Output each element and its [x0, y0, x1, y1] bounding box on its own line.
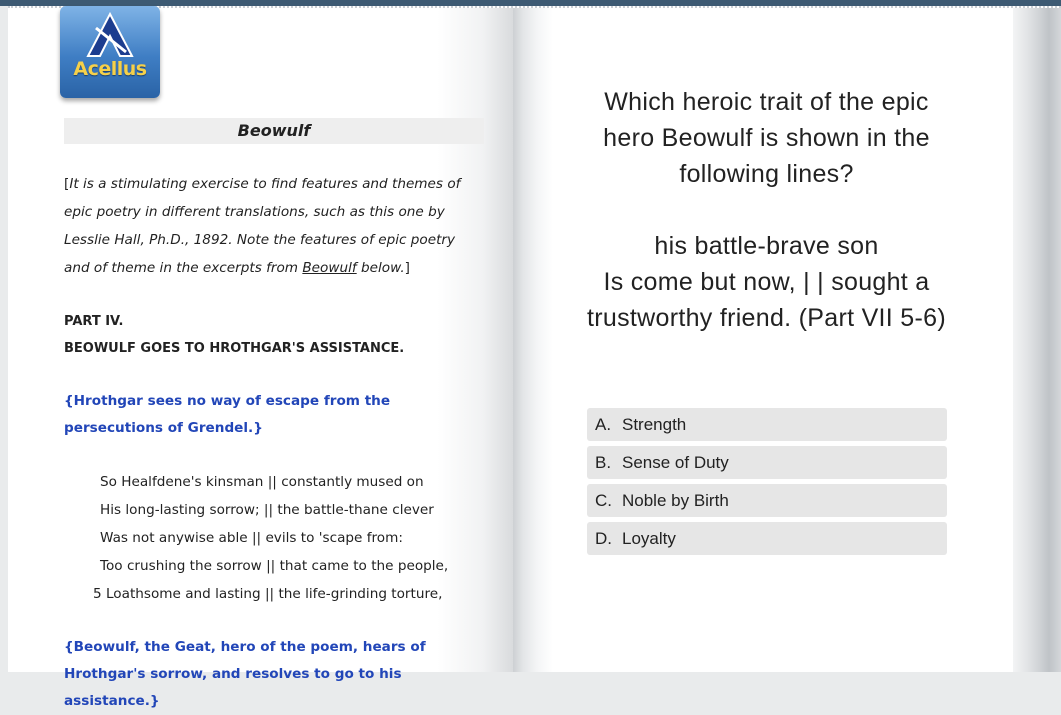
answer-options: [587, 408, 947, 560]
answer-option-b[interactable]: [587, 446, 947, 479]
passage-title: Beowulf: [64, 118, 484, 144]
part-header: [64, 308, 484, 362]
answer-label: Strength: [622, 414, 687, 434]
quote-line: Is come but now, | | sought a trustworthy friend. (Part VII 5-6): [587, 268, 946, 332]
verse-block: [64, 468, 484, 608]
intro-bracket-open: [: [64, 176, 70, 192]
question-prompt: Which heroic trait of the epic hero Beowulf is shown in the following lines?: [603, 88, 930, 188]
part-label: PART IV.: [64, 314, 124, 329]
logo-text: Acellus: [73, 58, 147, 80]
page-edge: [1013, 8, 1061, 672]
intro-text-after: below.: [356, 260, 405, 276]
summary-note: {Beowulf, the Geat, hero of the poem, hears of Hrothgar's sorrow, and resolves to go to his assistance.}: [64, 639, 426, 709]
answer-label: Noble by Birth: [622, 490, 729, 510]
book-spine: [513, 8, 553, 672]
question-panel: [580, 84, 953, 336]
answer-letter: A.: [595, 414, 612, 434]
answer-letter: D.: [595, 528, 612, 548]
answer-option-c[interactable]: [587, 484, 947, 517]
reading-passage: [64, 118, 484, 715]
answer-letter: C.: [595, 490, 612, 510]
answer-label: Sense of Duty: [622, 452, 729, 472]
intro-bracket-close: ]: [404, 260, 410, 276]
verse-line: Was not anywise able || evils to 'scape from:: [100, 530, 403, 546]
acellus-a-icon: [60, 6, 160, 66]
verse-line: Too crushing the sorrow || that came to the people,: [100, 558, 449, 574]
answer-letter: B.: [595, 452, 612, 472]
verse-line: So Healfdene's kinsman || constantly mused on: [100, 474, 424, 490]
intro-text-before: It is a stimulating exercise to find features and themes of epic poetry in different translations, such as this one by Lesslie Hall, Ph.D., 1892. Note the features of epic poetry and of theme in the excerpts from: [64, 176, 461, 276]
passage-intro: [64, 170, 484, 282]
beowulf-link[interactable]: Beowulf: [302, 260, 357, 276]
verse-line: 5 Loathsome and lasting || the life-grinding torture,: [93, 586, 443, 602]
verse-line: His long-lasting sorrow; || the battle-thane clever: [100, 502, 434, 518]
answer-label: Loyalty: [622, 528, 676, 548]
part-heading: BEOWULF GOES TO HROTHGAR'S ASSISTANCE.: [64, 341, 405, 356]
quote-line: his battle-brave son: [654, 232, 879, 260]
answer-option-a[interactable]: [587, 408, 947, 441]
answer-option-d[interactable]: [587, 522, 947, 555]
summary-note: {Hrothgar sees no way of escape from the persecutions of Grendel.}: [64, 393, 391, 436]
acellus-logo: [60, 6, 160, 98]
